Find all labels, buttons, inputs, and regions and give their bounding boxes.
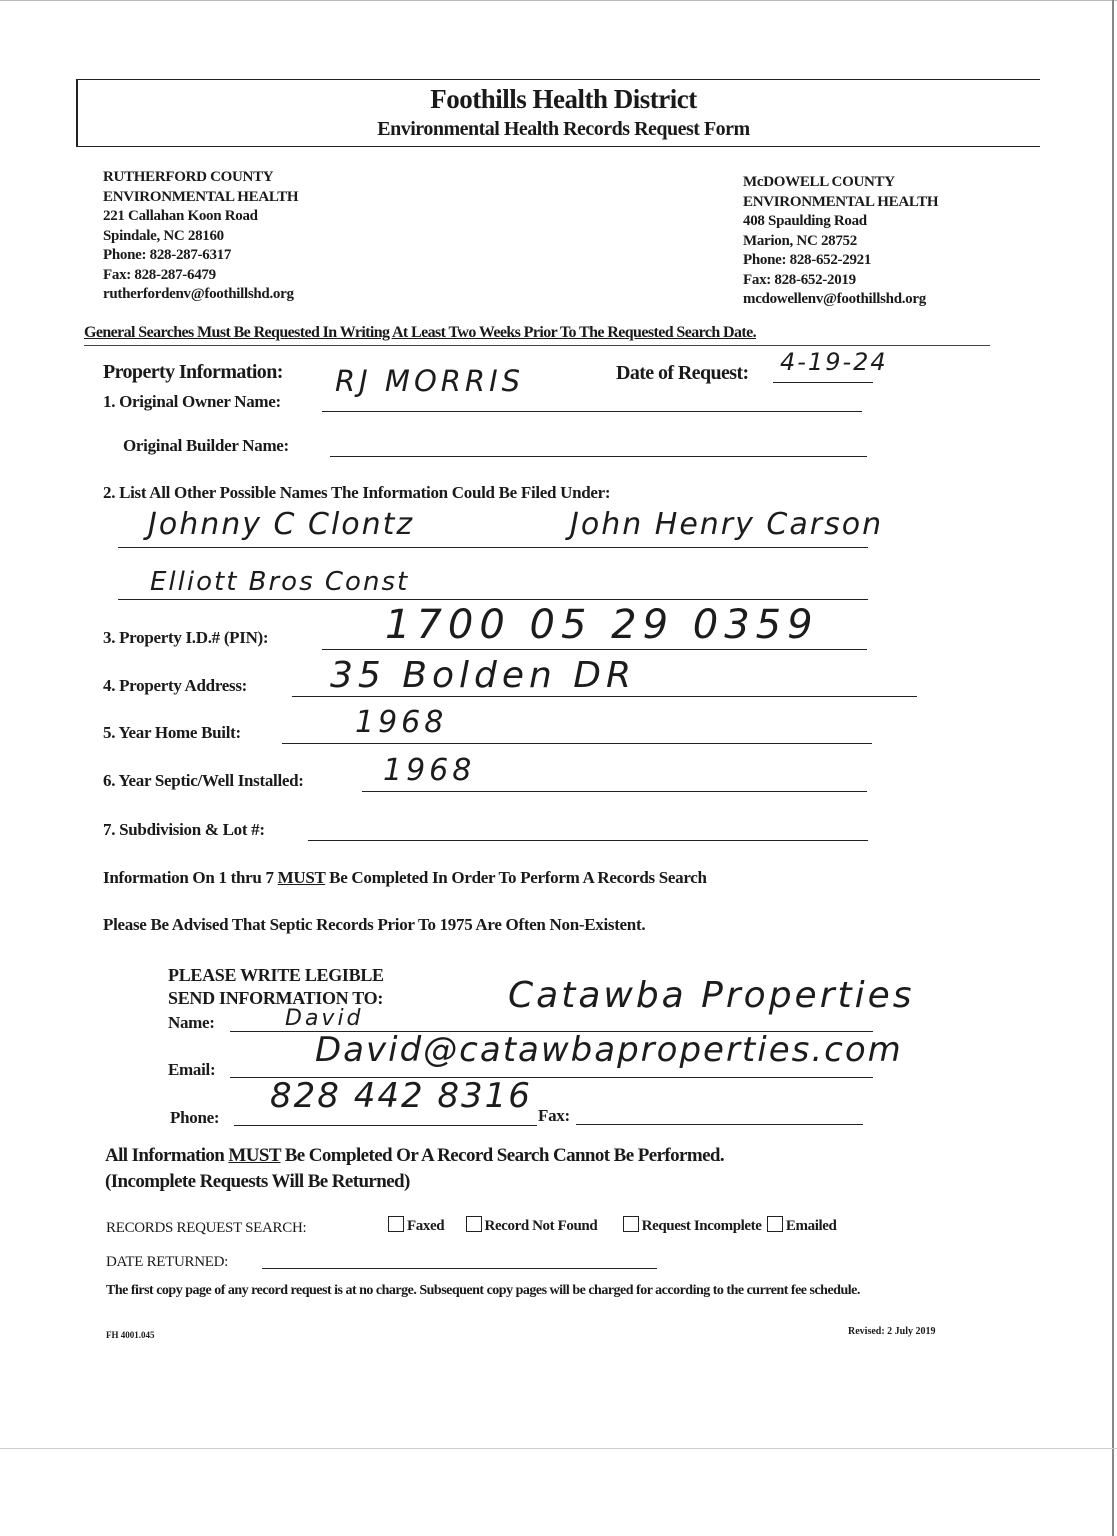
subdivision-line [308,840,868,841]
year-built-label: 5. Year Home Built: [103,723,241,742]
company-value[interactable]: Catawba Properties [508,975,915,1016]
write-legible: PLEASE WRITE LEGIBLE [168,965,384,985]
name-label: Name: [168,1013,215,1032]
send-information-to: SEND INFORMATION TO: [168,988,384,1008]
subdivision-label: 7. Subdivision & Lot #: [103,820,265,839]
info-text: Be Completed In Order To Perform A Records Search [325,868,707,887]
date-returned-label: DATE RETURNED: [106,1254,229,1270]
rutherford-line: RUTHERFORD COUNTY [103,169,274,185]
date-line [773,382,873,383]
faxed-checkbox[interactable] [388,1216,404,1232]
emailed-checkbox[interactable] [767,1216,783,1232]
revised-date: Revised: 2 July 2019 [848,1326,936,1337]
date-returned-line [262,1268,657,1269]
date-of-request-value[interactable]: 4-19-24 [780,348,888,376]
owner-name-line [322,411,862,412]
record-not-found-option[interactable] [466,1218,598,1234]
owner-name-value[interactable]: RJ MORRIS [335,364,525,398]
form-number: FH 4001.045 [106,1330,155,1340]
mcdowell-line: McDOWELL COUNTY [743,174,895,190]
info-must: MUST [277,868,326,887]
email-value[interactable]: David@catawbaproperties.com [315,1030,903,1070]
other-name-3-value[interactable]: Elliott Bros Const [150,567,410,597]
property-address-label: 4. Property Address: [103,676,248,695]
property-info-heading: Property Information: [103,361,283,383]
records-request-search-label: RECORDS REQUEST SEARCH: [106,1220,307,1236]
search-status-options [388,1216,836,1235]
warning-text: Be Completed Or A Record Search Cannot Be Performed. [280,1145,725,1166]
septic-year-line [362,791,867,792]
septic-year-value[interactable]: 1968 [383,753,476,788]
year-built-line [282,743,872,744]
builder-name-label: Original Builder Name: [123,436,289,455]
pin-value[interactable]: 1700 05 29 0359 [385,602,819,648]
warning-must: MUST [228,1145,281,1166]
scan-edge-right [1112,0,1114,1536]
copy-charge-note: The first copy page of any record request is at no charge. Subsequent copy pages will be charged for according to the current fee schedule. [106,1283,860,1298]
phone-line [234,1125,537,1126]
other-names-line-2 [118,599,868,600]
incomplete-returned-note: (Incomplete Requests Will Be Returned) [105,1171,410,1192]
emailed-option[interactable] [767,1218,837,1234]
rutherford-line: Fax: 828-287-6479 [103,266,216,283]
fax-line [576,1124,863,1125]
rutherford-line: ENVIRONMENTAL HEALTH [103,188,299,205]
pin-line [322,649,867,650]
faxed-label: Faxed [407,1218,445,1234]
fax-label: Fax: [538,1106,570,1125]
record-not-found-checkbox[interactable] [466,1216,482,1232]
faxed-option[interactable] [388,1218,444,1234]
request-incomplete-option[interactable] [623,1218,762,1234]
mcdowell-line: Marion, NC 28752 [743,232,857,249]
mcdowell-line: Phone: 828-652-2921 [743,252,872,268]
must-complete-warning [105,1145,724,1167]
pin-label: 3. Property I.D.# (PIN): [103,628,269,647]
two-week-notice: General Searches Must Be Requested In Writing At Least Two Weeks Prior To The Requested Search Date. [84,324,757,341]
district-title: Foothills Health District [430,84,697,114]
warning-text: All Information [105,1145,229,1166]
scan-edge-top [0,0,1117,1]
mcdowell-line: ENVIRONMENTAL HEALTH [743,193,939,210]
builder-name-line [330,456,867,457]
notice-rule [84,345,990,346]
rutherford-address [103,168,403,305]
other-names-line-1 [118,547,868,548]
phone-value[interactable]: 828 442 8316 [270,1076,532,1116]
record-not-found-label: Record Not Found [484,1218,598,1234]
date-of-request-label: Date of Request: [616,362,749,384]
form-subtitle: Environmental Health Records Request Form [377,118,750,140]
request-incomplete-checkbox[interactable] [623,1216,639,1232]
info-must-complete [103,868,707,888]
info-text: Information On 1 thru 7 [103,868,278,887]
phone-label: Phone: [170,1108,220,1127]
scan-edge-bottom [0,1448,1117,1449]
mcdowell-line: mcdowellenv@foothillshd.org [743,291,926,307]
request-incomplete-label: Request Incomplete [641,1218,762,1234]
septic-year-label: 6. Year Septic/Well Installed: [103,771,304,790]
mcdowell-line: Fax: 828-652-2019 [743,271,856,288]
mcdowell-address [743,173,1013,310]
other-name-2-value[interactable]: John Henry Carson [570,507,884,542]
rutherford-line: 221 Callahan Koon Road [103,208,258,224]
other-names-label: 2. List All Other Possible Names The Information Could Be Filed Under: [103,483,611,502]
rutherford-line: Phone: 828-287-6317 [103,247,232,263]
name-value[interactable]: David [285,1006,364,1031]
property-address-line [292,696,917,697]
septic-records-advisory: Please Be Advised That Septic Records Prior To 1975 Are Often Non-Existent. [103,915,646,934]
owner-name-label: 1. Original Owner Name: [103,392,281,411]
year-built-value[interactable]: 1968 [355,705,448,740]
mcdowell-line: 408 Spaulding Road [743,213,867,229]
property-address-value[interactable]: 35 Bolden DR [330,655,636,696]
other-name-1-value[interactable]: Johnny C Clontz [148,507,415,542]
emailed-label: Emailed [785,1218,837,1234]
rutherford-line: Spindale, NC 28160 [103,227,224,244]
rutherford-line: rutherfordenv@foothillshd.org [103,286,294,302]
email-label: Email: [168,1060,216,1079]
